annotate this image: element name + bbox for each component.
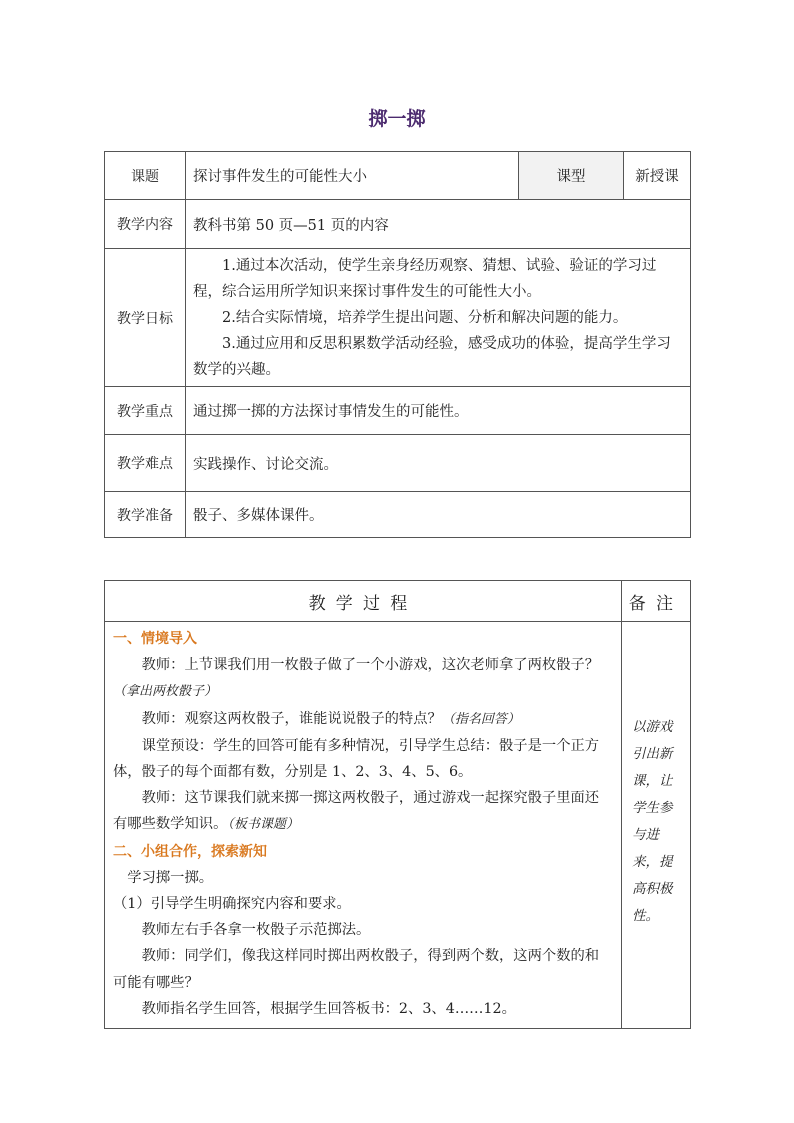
goal-2: 2.结合实际情境，培养学生提出问题、分析和解决问题的能力。 (222, 309, 628, 326)
paragraph (113, 706, 613, 733)
handwritten-note: （板书课题） (227, 817, 299, 833)
page-title: 掷一掷 (368, 108, 426, 130)
info-row-difficulty (105, 435, 691, 492)
paragraph: 教师指名学生回答，根据学生回答板书：2、3、4……12。 (141, 1000, 516, 1017)
header-process: 教学过程 (105, 581, 622, 622)
value-content: 教科书第 50 页—51 页的内容 (186, 200, 691, 249)
text: 教师：上节课我们用一枚骰子做了一个小游戏，这次老师拿了两枚骰子？ (141, 657, 600, 674)
paragraph: 学习掷一掷。 (127, 869, 214, 886)
goal-1: 1.通过本次活动，使学生亲身经历观察、猜想、试验、验证的学习过程，综合运用所学知识来探讨事件发生的可能性大小。 (193, 257, 657, 300)
info-row-topic (105, 152, 691, 200)
label-focus: 教学重点 (105, 387, 186, 435)
label-difficulty: 教学难点 (105, 435, 186, 492)
value-focus: 通过掷一掷的方法探讨事情发生的可能性。 (186, 387, 691, 435)
lesson-info-table (104, 151, 691, 538)
notes-content: 以游戏引出新课，让学生参与进来，提高积极性。 (622, 622, 691, 1029)
label-topic: 课题 (105, 152, 186, 200)
teaching-process-table (104, 580, 691, 1029)
paragraph: （1）引导学生明确探究内容和要求。 (113, 896, 351, 913)
process-header-row (105, 581, 691, 622)
text: 教师：观察这两枚骰子，谁能说说骰子的特点？ (141, 710, 442, 727)
section-heading-2: 二、小组合作，探索新知 (113, 843, 267, 860)
label-goals: 教学日标 (105, 249, 186, 387)
value-topic: 探讨事件发生的可能性大小 (186, 152, 519, 200)
value-difficulty: 实践操作、讨论交流。 (186, 435, 691, 492)
paragraph (113, 785, 613, 838)
handwritten-note: （指名回答） (441, 711, 520, 727)
value-prep: 骰子、多媒体课件。 (186, 492, 691, 538)
value-type: 新授课 (624, 152, 691, 200)
section-heading-1: 一、情境导入 (113, 631, 197, 647)
paragraph (113, 652, 613, 705)
info-row-prep (105, 492, 691, 538)
header-notes: 备注 (622, 581, 691, 622)
info-row-goals (105, 249, 691, 387)
process-content (105, 622, 622, 1029)
handwritten-note: （拿出两枚骰子） (113, 684, 218, 700)
label-type: 课型 (519, 152, 624, 200)
info-row-focus (105, 387, 691, 435)
label-content: 教学内容 (105, 200, 186, 249)
text: 教师：这节课我们就来掷一掷这两枚骰子，通过游戏一起探究骰子里面还有哪些数学知识。 (113, 790, 600, 833)
paragraph: 教师：同学们，像我这样同时掷出两枚骰子，得到两个数，这两个数的和可能有哪些？ (113, 948, 600, 991)
goal-3: 3.通过应用和反思积累数学活动经验，感受成功的体验，提高学生学习数学的兴趣。 (193, 335, 671, 378)
paragraph: 课堂预设：学生的回答可能有多种情况，引导学生总结：骰子是一个正方体，骰子的每个面都有数，分别是 1、2、3、4、5、6。 (113, 737, 600, 781)
value-goals (186, 249, 691, 387)
label-prep: 教学准备 (105, 492, 186, 538)
process-body-row (105, 622, 691, 1029)
paragraph: 教师左右手各拿一枚骰子示范掷法。 (141, 922, 371, 939)
info-row-content (105, 200, 691, 249)
